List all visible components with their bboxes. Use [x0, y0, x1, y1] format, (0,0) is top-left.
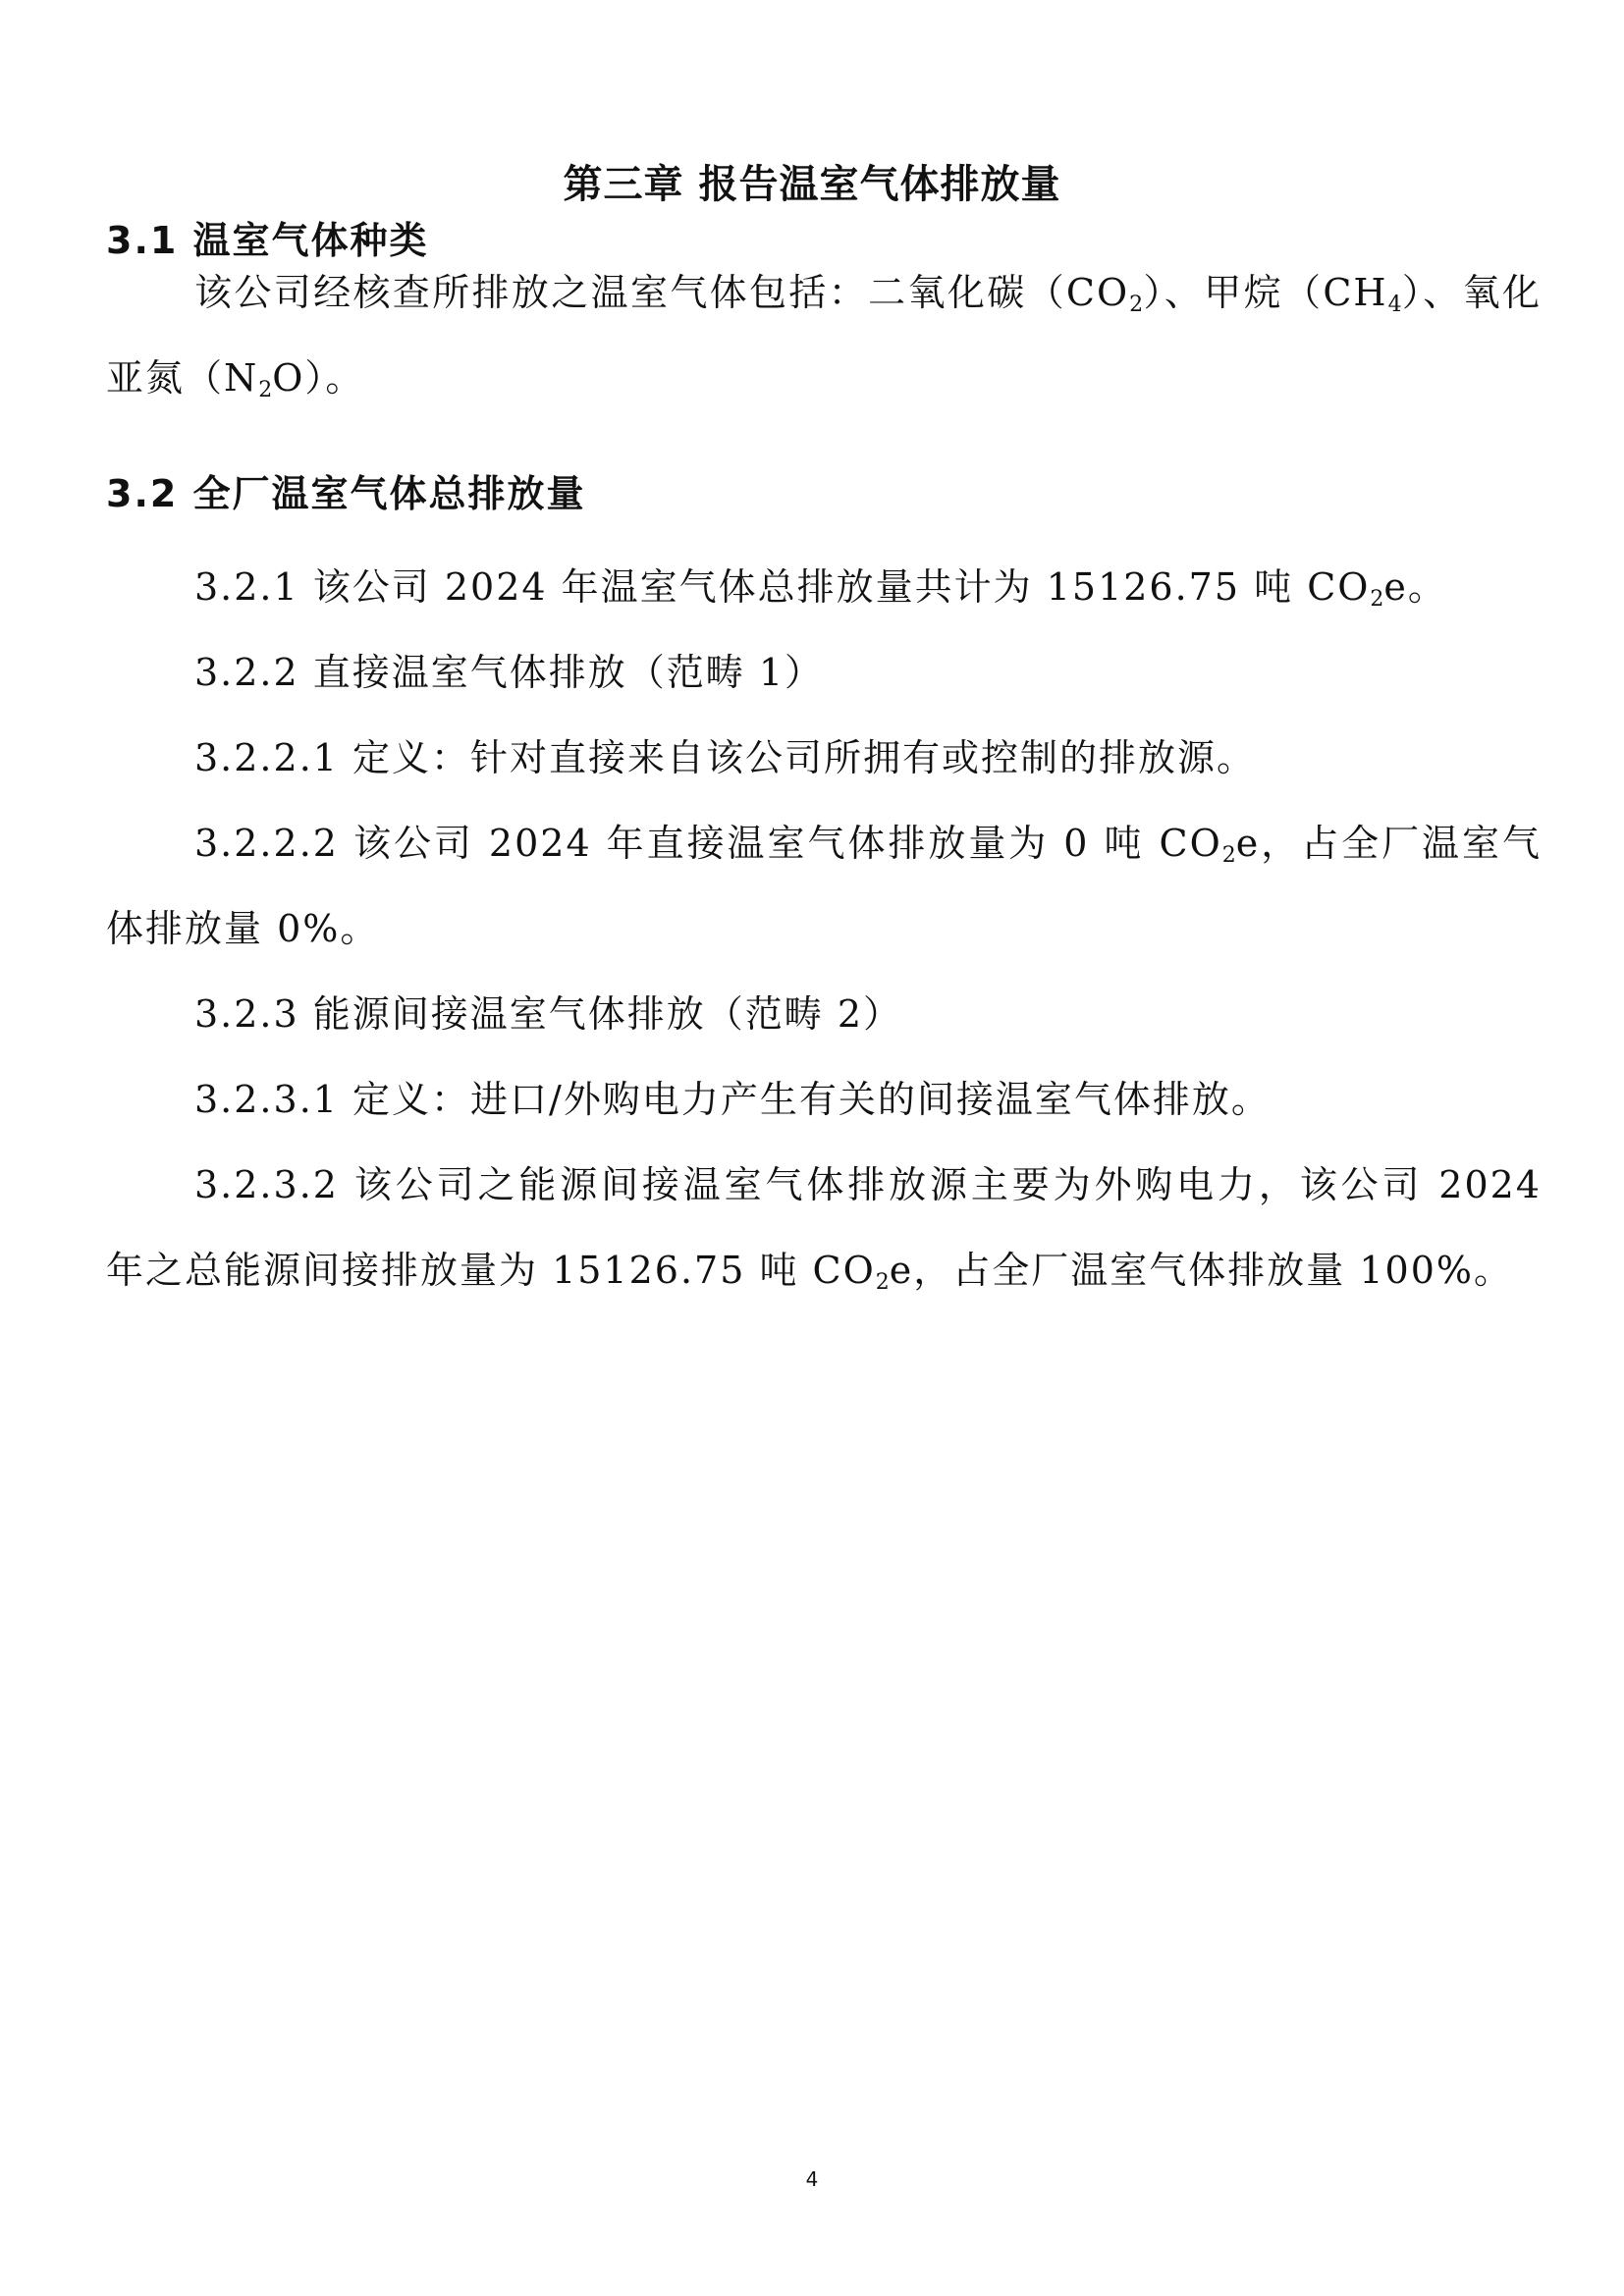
text-run: 3.2.1 该公司 2024 年温室气体总排放量共计为 15126.75 吨 CO	[194, 565, 1371, 609]
paragraph-3-2-3-2	[106, 1143, 1542, 1313]
text-run: e，占全厂温室气体排放量 0%。	[106, 822, 1542, 950]
paragraph-3-2-2-2	[106, 801, 1542, 972]
paragraph-gas-types	[106, 250, 1542, 421]
section-heading-3-2: 3.2 全厂温室气体总排放量	[106, 472, 586, 515]
paragraph-3-2-2: 3.2.2 直接温室气体排放（范畴 1）	[194, 651, 825, 694]
text-run: O）。	[272, 356, 365, 400]
text-run: 3.2.3.2 该公司之能源间接温室气体排放源主要为外购电力，该公司 2024 年之总能源间接排放量为 15126.75 吨 CO	[106, 1163, 1542, 1292]
text-run: 该公司经核查所排放之温室气体包括：二氧化碳（CO	[194, 271, 1130, 314]
subscript: 2	[1221, 843, 1236, 868]
text-run: e。	[1383, 565, 1447, 609]
subscript: 2	[1129, 293, 1144, 317]
paragraph-3-2-3: 3.2.3 能源间接温室气体排放（范畴 2）	[194, 992, 903, 1036]
text-run: ）、甲烷（CH	[1143, 271, 1388, 314]
paragraph-3-2-1	[106, 545, 1542, 630]
subscript: 2	[1370, 587, 1384, 612]
subscript: 4	[1387, 293, 1402, 317]
text-run: e，占全厂温室气体排放量 100%。	[889, 1249, 1514, 1292]
text-run: 3.2.2.2 该公司 2024 年直接温室气体排放量为 0 吨 CO	[194, 822, 1222, 865]
paragraph-3-2-3-1: 3.2.3.1 定义：进口/外购电力产生有关的间接温室气体排放。	[194, 1078, 1271, 1121]
paragraph-3-2-2-1: 3.2.2.1 定义：针对直接来自该公司所拥有或控制的排放源。	[194, 736, 1257, 779]
subscript: 2	[875, 1270, 890, 1295]
section-heading-3-1: 3.1 温室气体种类	[106, 219, 429, 262]
subscript: 2	[258, 378, 273, 402]
text-run: ）、氧化亚氮（N	[106, 271, 1543, 400]
page-number: 4	[805, 2167, 819, 2191]
chapter-title: 第三章 报告温室气体排放量	[563, 162, 1061, 207]
